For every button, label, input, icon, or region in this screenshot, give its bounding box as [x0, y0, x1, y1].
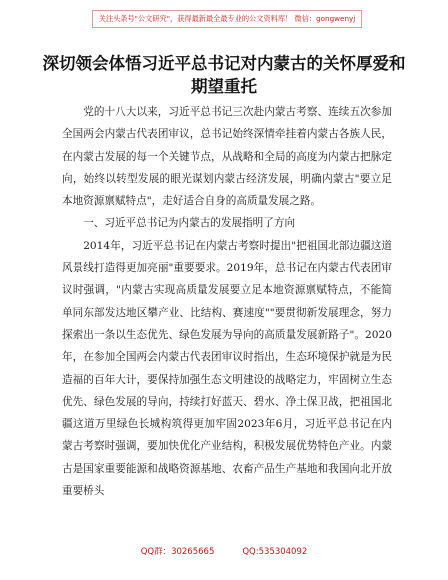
- section-heading: 一、习近平总书记为内蒙古的发展指明了方向: [83, 217, 296, 230]
- promo-banner: 关注头条号"公文研究"，获得最新最全最专业的公文资料库！ 微信：gongwenyj: [92, 10, 362, 28]
- contact-footer: [0, 545, 448, 557]
- paragraph-section-1: 2014年，习近平总书记在内蒙古考察时提出"把祖国北部边疆这道风景线打造得更加亮丽"重要要求。2019年，总书记在内蒙古代表团审议时强调，"内蒙古实现高质量发展要立足本地资源禀赋特点，不能简单同东部发达地区攀产业、比结构、赛速度""要贯彻新发展理念，努力探索出一条以生态优先、绿色发展为导向的高质量发展新路子"。2020年，在参加全国两会内蒙古代表团审议时指出，生态环境保护就是为民造福的百年大计，要保持加强生态文明建设的战略定力，牢固树立生态优先、绿色发展的导向，持续打好蓝天、碧水、净土保卫战，把祖国北疆这道万里绿色长城构筑得更加牢固2023年6月，习近平总书记在内蒙古考察时强调，要加快优化产业结构，积极发展优势特色产业。内蒙古是国家重要能源和战略资源基地、农畜产品生产基地和我国向北开放重要桥头: [62, 239, 392, 498]
- document-title: 深切领会体悟习近平总书记对内蒙古的关怀厚爱和期望重托: [42, 54, 406, 96]
- qq-text: QQ:535304092: [242, 547, 308, 557]
- paragraph-intro: 党的十八大以来，习近平总书记三次赴内蒙古考察、连续五次参加全国两会内蒙古代表团审议，总书记始终深情牵挂着内蒙古各族人民，在内蒙古发展的每一个关键节点，从战略和全局的高度为内蒙古把脉定向，始终以转型发展的眼光谋划内蒙古经济发展，明确内蒙古"要立足本地资源禀赋特点"，走好适合自身的高质量发展之路。: [62, 106, 392, 208]
- document-body: [62, 101, 392, 502]
- qq-group-text: QQ群：30265665: [140, 547, 215, 557]
